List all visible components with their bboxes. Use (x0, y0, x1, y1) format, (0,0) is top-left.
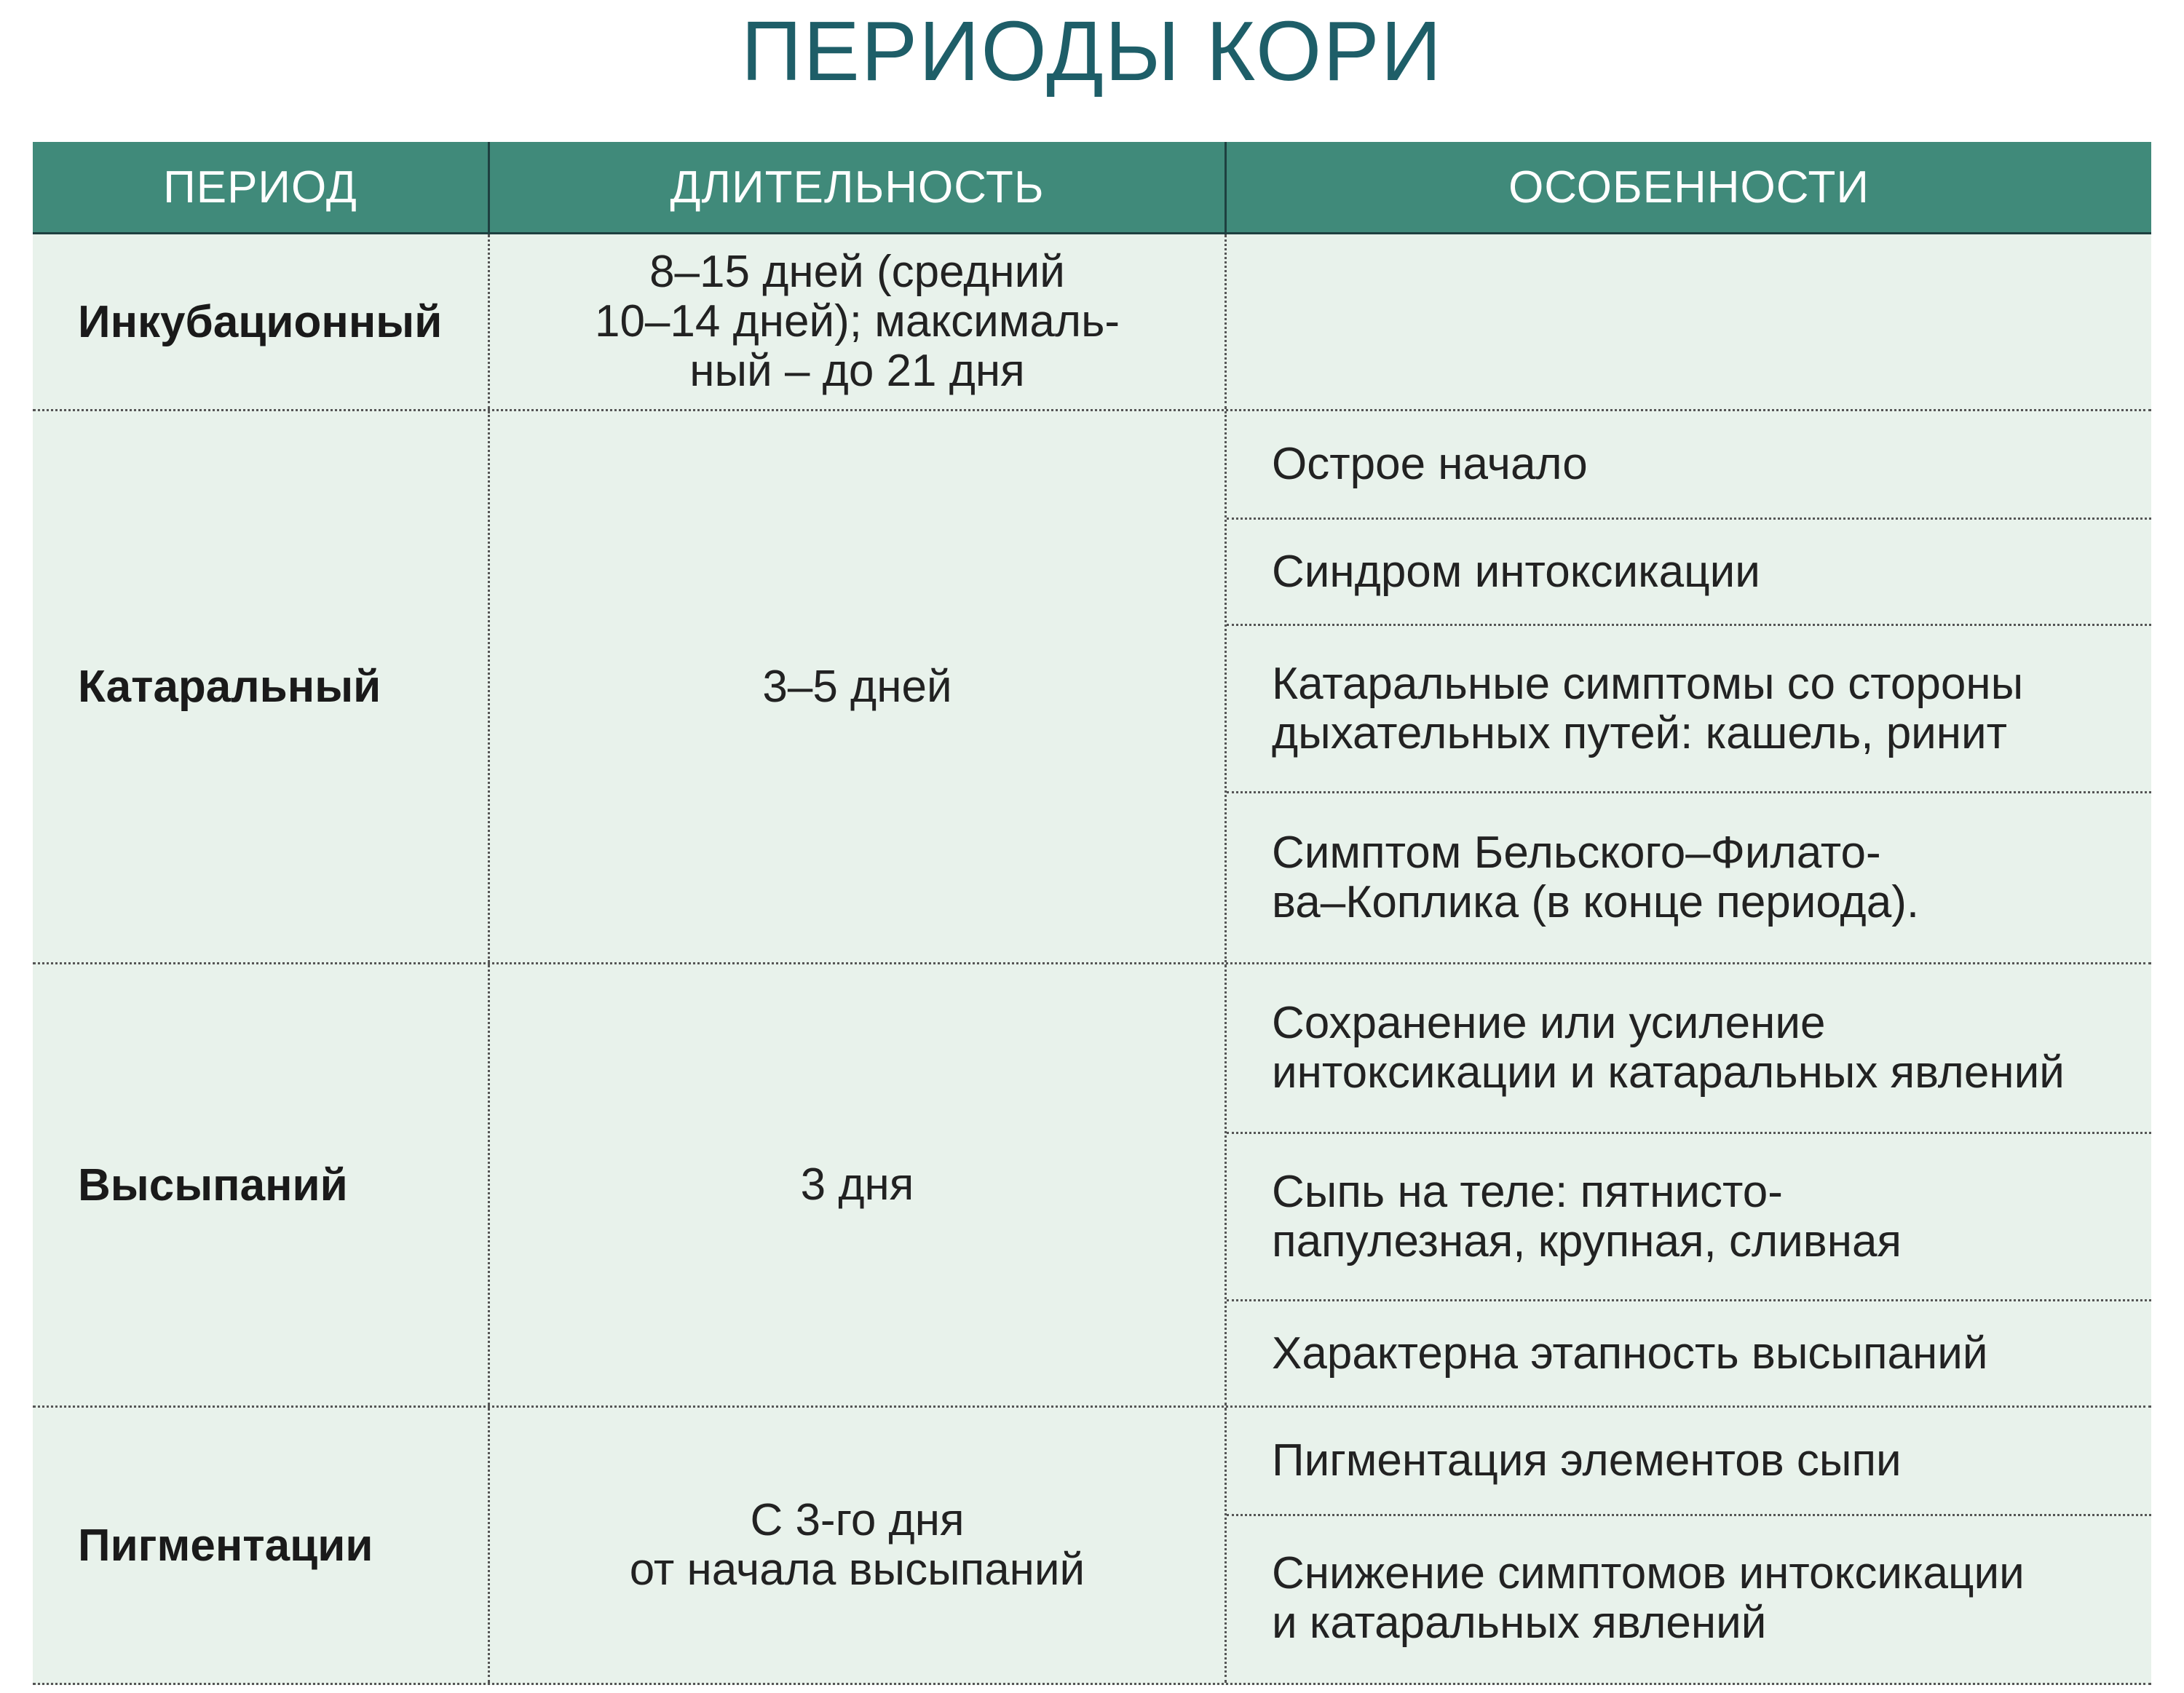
header-duration: ДЛИТЕЛЬНОСТЬ (488, 142, 1224, 232)
feature-item: Острое начало (1272, 439, 1588, 489)
feature-item: Пигментация элементов сыпи (1272, 1435, 1902, 1486)
period-cell: Катаральный (78, 662, 381, 712)
duration-cell: 8–15 дней (средний 10–14 дней); максималь- ный – до 21 дня (488, 234, 1224, 409)
features-cell (1224, 964, 2151, 1405)
measles-periods-table (33, 142, 2151, 1685)
page-title: ПЕРИОДЫ КОРИ (741, 4, 1443, 98)
header-period: ПЕРИОД (163, 162, 357, 213)
table-row-pigmentation (33, 1408, 2151, 1685)
feature-item: Катаральные симптомы со стороны дыхательных путей: кашель, ринит (1227, 624, 2151, 791)
feature-item: Характерна этапность высыпаний (1227, 1299, 2151, 1405)
feature-item: Симптом Бельского–Филато- ва–Коплика (в конце периода). (1227, 791, 2151, 962)
header-features: ОСОБЕННОСТИ (1224, 142, 2151, 232)
table-row-rash (33, 964, 2151, 1408)
duration-cell: 3 дня (488, 964, 1224, 1405)
table-row-incubation (33, 234, 2151, 411)
period-cell: Инкубационный (78, 296, 443, 347)
table-row-catarrhal (33, 411, 2151, 964)
features-cell (1224, 411, 2151, 962)
feature-item: Сохранение или усиление интоксикации и катаральных явлений (1272, 998, 2065, 1098)
table-header (33, 142, 2151, 234)
features-cell (1224, 1408, 2151, 1683)
feature-item: Снижение симптомов интоксикации и катаральных явлений (1227, 1514, 2151, 1681)
period-cell: Высыпаний (78, 1159, 348, 1210)
period-cell: Пигментации (78, 1520, 373, 1571)
feature-item: Синдром интоксикации (1227, 518, 2151, 624)
duration-cell: С 3-го дня от начала высыпаний (488, 1408, 1224, 1683)
features-cell (1224, 234, 2151, 409)
duration-cell: 3–5 дней (488, 411, 1224, 962)
feature-item: Сыпь на теле: пятнисто- папулезная, крупная, сливная (1227, 1132, 2151, 1299)
